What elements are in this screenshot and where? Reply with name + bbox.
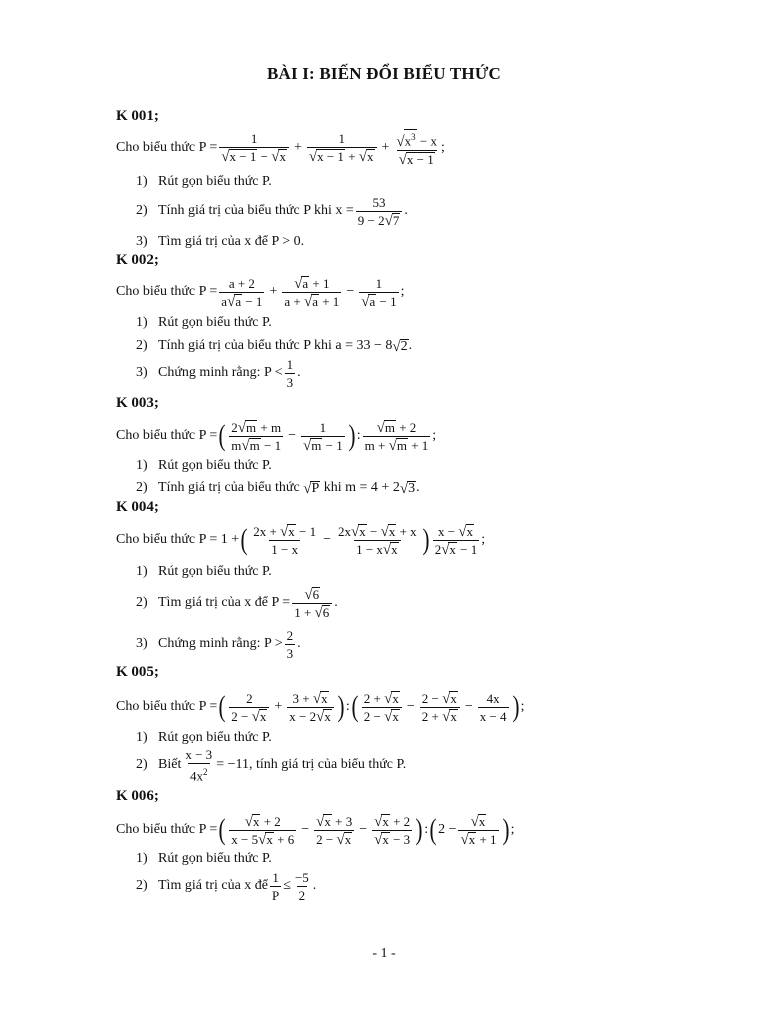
k004-item-1: 1) Rút gọn biểu thức P.: [136, 564, 272, 579]
k002-item-1: 1) Rút gọn biểu thức P.: [136, 315, 272, 330]
k006-item-1: 1) Rút gọn biểu thức P.: [136, 851, 272, 866]
k001-item-1: 1) Rút gọn biểu thức P.: [136, 174, 272, 189]
k005-item-1: 1) Rút gọn biểu thức P.: [136, 730, 272, 745]
k001-expression: Cho biểu thức P = 1 √ x − 1 − √ x + 1 √ x − 1 + √ x + √ $x^3$ − x √ x − 1 ;: [116, 128, 445, 168]
k004-item-2: 2) Tìm giá trị của x để P = √ 6 1 + √ 6 .: [136, 586, 338, 621]
page-title: BÀI I: BIẾN ĐỔI BIỂU THỨC: [266, 64, 502, 83]
k002-item-3: 3) Chứng minh rằng: P < $\frac{1}{3}$ .: [136, 356, 301, 390]
k005-item-2: 2) Biết $\frac{x - 3}{4x^2}$ = −11, tính giá trị của biểu thức P.: [136, 746, 407, 784]
k001-lead: Cho biểu thức P =: [116, 140, 218, 155]
problem-label-k004: K 004;: [116, 499, 159, 515]
page-number: - 1 -: [372, 946, 396, 961]
k006-item-2: 2) Tìm giá trị của x để $\frac{1}{P}$ ≤ $\frac{-5}{2}$ .: [136, 869, 317, 903]
problem-label-k006: K 006;: [116, 788, 159, 804]
problem-label-k005: K 005;: [116, 664, 159, 680]
k003-expression: Cho biểu thức P = ( 2 √ m + m m √ m − 1 − 1 √ m − 1 ) : √ m + 2 m + √ m + 1 ;: [116, 419, 437, 454]
problem-label-k002: K 002;: [116, 252, 159, 268]
problem-label-k003: K 003;: [116, 395, 159, 411]
k002-item-2: 2) Tính giá trị của biểu thức P khi a = 33 − 8 √ 2 .: [136, 338, 413, 355]
k004-item-3: 3) Chứng minh rằng: P > $\frac{2}{3}$ .: [136, 627, 301, 661]
k001-item-3: 3) Tìm giá trị của x để P > 0.: [136, 234, 305, 249]
k001-item-2: 2) Tính giá trị của biểu thức P khi x = 53 9 − 2 √ 7 .: [136, 194, 408, 229]
k006-expression: Cho biểu thức P = ( √ x + 2 x − 5 √ x + 6 − √ x + 3 2 − √ x − √ x + 2 √ x − 3 ) : ( 2 − √ x √ x + 1 ) ;: [116, 813, 515, 848]
k005-expression: Cho biểu thức P = ( 2 2 − √ x + 3 + √ x x − 2 √ x ) : ( 2 + √ x 2 − √ x − 2 − √ x 2 + √ x − $\frac{4x}{x - 4}$ ) ;: [116, 690, 525, 725]
k003-item-2: 2) Tính giá trị của biểu thức √ P khi m = 4 + 2 √ 3 .: [136, 480, 420, 497]
problem-label-k001: K 001;: [116, 108, 159, 124]
k004-expression: Cho biểu thức P = 1 + ( 2x + √ x − 1 1 − x − 2x √ x − √ x + x 1 − x √ x ) x − √ x 2 √ x − 1 ;: [116, 523, 486, 558]
k003-item-1: 1) Rút gọn biểu thức P.: [136, 458, 272, 473]
k002-expression: Cho biểu thức P = a + 2 a √ a − 1 + √ a + 1 a + √ a + 1 − 1 √ a − 1 ;: [116, 275, 405, 310]
